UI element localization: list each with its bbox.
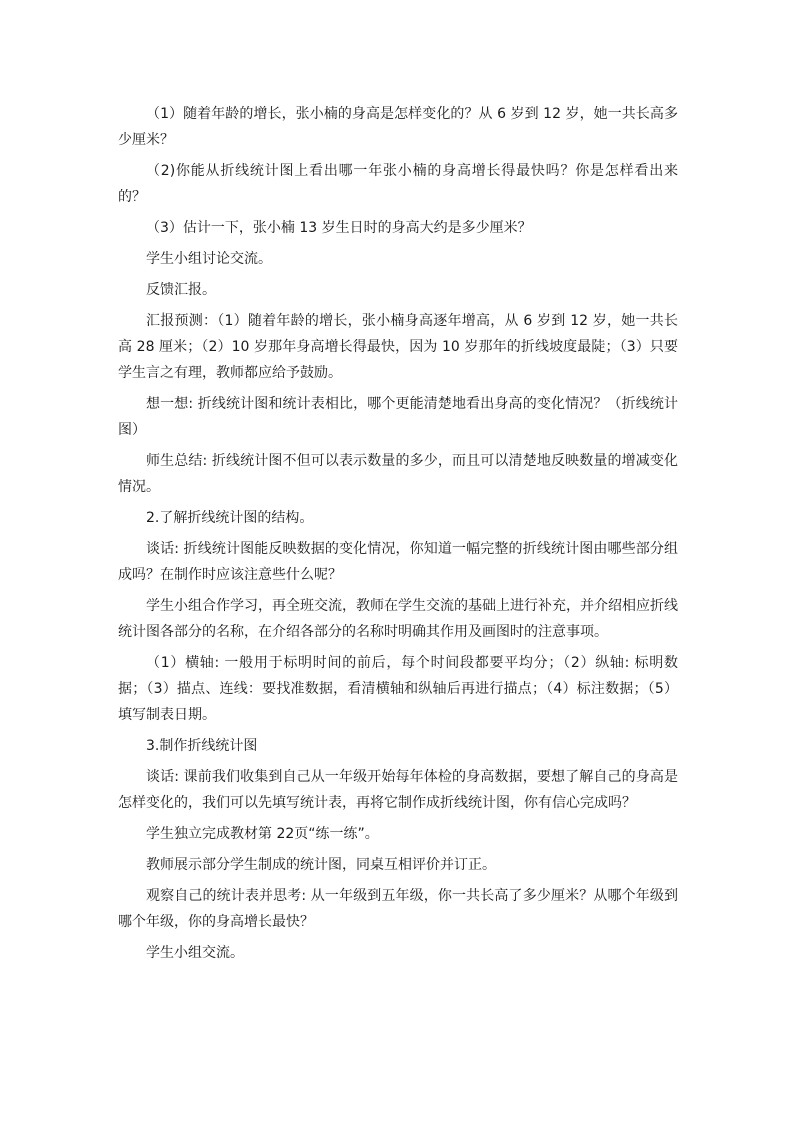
cooperative-learning: 学生小组合作学习，再全班交流，教师在学生交流的基础上进行补充，并介绍相应折线统计图各部分的名称，在介绍各部分的名称时明确其作用及画图时的注意事项。: [118, 598, 678, 640]
independent-exercise: 学生独立完成教材第 22页“练一练”。: [146, 826, 379, 842]
section-3-heading: 3.制作折线统计图: [146, 738, 258, 754]
report-prediction: 汇报预测：（1）随着年龄的增长，张小楠身高逐年增高，从 6 岁到 12 岁，她一共长高 28 厘米；（2）10 岁那年身高增长得最快，因为 10 岁那年的折线坡度最陡；（3）只要学生言之有理，教师都应给予鼓励。: [118, 313, 678, 381]
teacher-display: 教师展示部分学生制成的统计图，同桌互相评价并订正。: [146, 857, 496, 873]
group-discussion: 学生小组讨论交流。: [146, 251, 272, 267]
talk-making-chart: 谈话: 课前我们收集到自己从一年级开始每年体检的身高数据，要想了解自己的身高是怎样变化的，我们可以先填写统计表，再将它制作成折线统计图，你有信心完成吗？: [118, 769, 678, 811]
group-exchange: 学生小组交流。: [146, 945, 244, 961]
feedback-report: 反馈汇报。: [146, 282, 216, 298]
question-3: （3）估计一下，张小楠 13 岁生日时的身高大约是多少厘米？: [146, 220, 532, 236]
question-2: （2)你能从折线统计图上看出哪一年张小楠的身高增长得最快吗？你是怎样看出来的？: [118, 163, 678, 205]
think-about-it: 想一想: 折线统计图和统计表相比，哪个更能清楚地看出身高的变化情况？（折线统计图）: [118, 396, 678, 438]
question-1: （1）随着年龄的增长，张小楠的身高是怎样变化的？从 6 岁到 12 岁，她一共长高多少厘米？: [118, 106, 678, 148]
talk-structure: 谈话: 折线统计图能反映数据的变化情况，你知道一幅完整的折线统计图由哪些部分组成吗？在制作时应该注意些什么呢？: [118, 541, 678, 583]
teacher-student-summary: 师生总结: 折线统计图不但可以表示数量的多少，而且可以清楚地反映数量的增减变化情况。: [118, 453, 678, 495]
observe-and-think: 观察自己的统计表并思考: 从一年级到五年级，你一共长高了多少厘米？从哪个年级到哪个年级，你的身高增长最快？: [118, 888, 678, 930]
chart-parts-list: （1）横轴: 一般用于标明时间的前后，每个时间段都要平均分；（2）纵轴: 标明数据；（3）描点、连线：要找准数据，看清横轴和纵轴后再进行描点；（4）标注数据；（5）填写制表日期。: [118, 655, 678, 723]
document-body: [118, 101, 678, 966]
section-2-heading: 2.了解折线统计图的结构。: [146, 510, 314, 526]
